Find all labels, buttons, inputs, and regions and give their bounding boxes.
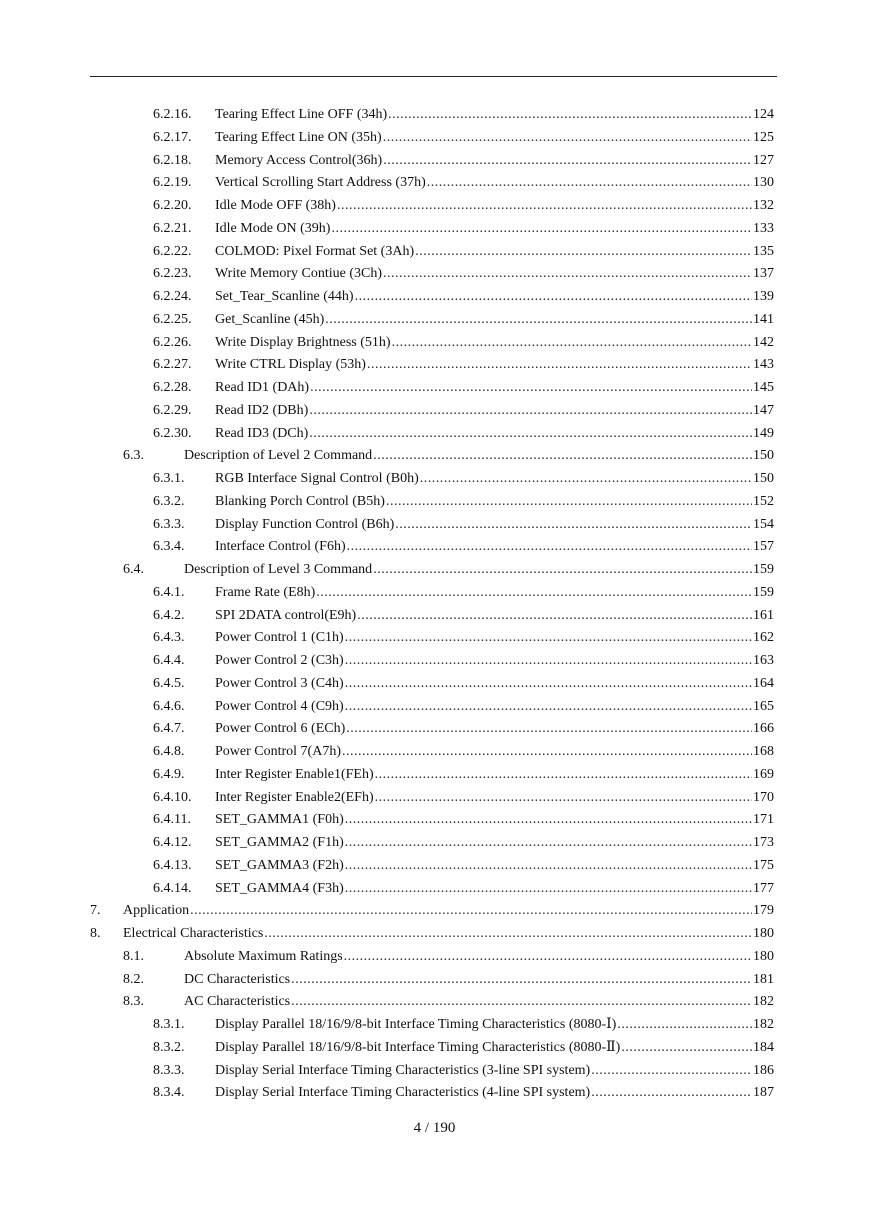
toc-entry-title: Idle Mode OFF (38h) xyxy=(215,198,336,213)
toc-entry-page: 127 xyxy=(753,152,774,168)
toc-dot-leader xyxy=(373,559,752,582)
toc-entry-title: Frame Rate (E8h) xyxy=(215,584,316,600)
toc-entry[interactable] xyxy=(90,809,774,832)
toc-entry-number: 8.3. xyxy=(123,994,144,1010)
toc-entry-title: Get_Scanline (45h) xyxy=(215,311,325,327)
toc-dot-leader xyxy=(392,332,752,355)
toc-entry-title: Power Control 4 (C9h) xyxy=(215,698,344,714)
toc-entry-title: Write Memory Contiue (3Ch) xyxy=(215,266,383,282)
toc-entry-page: 180 xyxy=(753,926,774,941)
toc-entry-page: 145 xyxy=(753,380,774,395)
toc-dot-leader xyxy=(309,423,752,446)
toc-entry-title: DC Characteristics xyxy=(184,971,291,987)
toc-entry[interactable] xyxy=(90,605,774,628)
toc-dot-leader xyxy=(345,627,752,650)
toc-entry-number: 6.2.24. xyxy=(153,289,192,304)
toc-entry-number: 8. xyxy=(90,926,101,941)
toc-entry[interactable] xyxy=(90,150,774,173)
toc-entry-title: Electrical Characteristics xyxy=(123,926,264,941)
toc-entry[interactable] xyxy=(90,855,774,878)
toc-entry-title: Blanking Porch Control (B5h) xyxy=(215,493,385,509)
toc-entry-title: Power Control 2 (C3h) xyxy=(215,653,344,668)
toc-dot-leader xyxy=(344,946,752,969)
toc-entry-page: 124 xyxy=(753,107,774,122)
toc-entry[interactable] xyxy=(90,332,774,355)
toc-entry-page: 147 xyxy=(753,402,774,418)
toc-entry[interactable] xyxy=(90,946,774,969)
toc-dot-leader xyxy=(375,764,752,787)
toc-entry[interactable] xyxy=(90,445,774,468)
toc-dot-leader xyxy=(591,1082,752,1105)
toc-entry-number: 6.4.11. xyxy=(153,812,191,828)
toc-entry-page: 150 xyxy=(753,448,774,464)
toc-entry-number: 6.2.29. xyxy=(153,402,192,418)
toc-entry-title: Display Function Control (B6h) xyxy=(215,516,395,532)
toc-entry-title: Set_Tear_Scanline (44h) xyxy=(215,289,354,304)
toc-entry[interactable] xyxy=(90,1060,774,1083)
toc-entry-number: 8.2. xyxy=(123,971,144,987)
toc-entry-number: 6.4.2. xyxy=(153,607,185,623)
toc-entry-page: 143 xyxy=(753,357,774,373)
toc-dot-leader xyxy=(367,354,752,377)
toc-dot-leader xyxy=(355,286,752,309)
toc-entry-page: 149 xyxy=(753,425,774,441)
toc-entry-number: 8.3.3. xyxy=(153,1062,185,1078)
toc-entry-number: 8.3.4. xyxy=(153,1085,185,1101)
toc-entry[interactable] xyxy=(90,559,774,582)
toc-entry-page: 171 xyxy=(753,812,774,828)
toc-entry-page: 162 xyxy=(753,630,774,646)
toc-entry-number: 6.2.20. xyxy=(153,198,192,213)
toc-dot-leader xyxy=(373,445,752,468)
toc-entry-page: 135 xyxy=(753,243,774,259)
toc-dot-leader xyxy=(331,218,752,241)
toc-dot-leader xyxy=(345,673,752,696)
toc-entry-number: 8.1. xyxy=(123,948,144,964)
toc-entry-page: 163 xyxy=(753,653,774,668)
toc-entry-number: 6.4.5. xyxy=(153,675,185,691)
toc-entry-page: 152 xyxy=(753,493,774,509)
toc-entry-page: 142 xyxy=(753,334,774,350)
toc-entry-title: Description of Level 3 Command xyxy=(184,562,373,577)
toc-entry[interactable] xyxy=(90,718,774,741)
toc-entry-title: Power Control 6 (ECh) xyxy=(215,721,346,737)
toc-entry-number: 6.4.6. xyxy=(153,698,185,714)
toc-entry-page: 159 xyxy=(753,562,774,577)
toc-dot-leader xyxy=(291,991,752,1014)
toc-entry-number: 6.3. xyxy=(123,448,144,464)
toc-entry-title: Write CTRL Display (53h) xyxy=(215,357,366,373)
toc-entry-number: 6.4.7. xyxy=(153,721,185,737)
toc-entry-number: 6.2.18. xyxy=(153,152,192,168)
toc-entry-page: 150 xyxy=(753,471,774,486)
toc-entry[interactable] xyxy=(90,377,774,400)
toc-entry-page: 177 xyxy=(753,880,774,896)
toc-entry-title: Display Parallel 18/16/9/8-bit Interface Timing Characteristics (8080-Ⅰ) xyxy=(215,1017,617,1032)
toc-entry-page: 161 xyxy=(753,607,774,623)
page-number: 4 / 190 xyxy=(413,1120,456,1136)
toc-entry-number: 6.4. xyxy=(123,562,144,577)
toc-entry-number: 6.4.4. xyxy=(153,653,185,668)
toc-entry-page: 168 xyxy=(753,744,774,759)
toc-entry-page: 159 xyxy=(753,584,774,600)
toc-entry-title: Read ID3 (DCh) xyxy=(215,425,309,441)
toc-entry-number: 8.3.1. xyxy=(153,1017,185,1032)
toc-entry-title: Absolute Maximum Ratings xyxy=(184,948,343,964)
toc-dot-leader xyxy=(347,536,752,559)
toc-entry[interactable] xyxy=(90,286,774,309)
toc-dot-leader xyxy=(375,787,752,810)
toc-entry-page: 186 xyxy=(753,1062,774,1078)
toc-entry-number: 6.2.23. xyxy=(153,266,192,282)
toc-entry-page: 170 xyxy=(753,789,774,805)
toc-entry-title: Idle Mode ON (39h) xyxy=(215,220,331,236)
toc-entry-page: 164 xyxy=(753,675,774,691)
toc-dot-leader xyxy=(395,514,752,537)
toc-entry[interactable] xyxy=(90,514,774,537)
toc-entry-title: Inter Register Enable2(EFh) xyxy=(215,789,374,805)
toc-dot-leader xyxy=(420,468,752,491)
toc-entry-title: SET_GAMMA1 (F0h) xyxy=(215,812,344,828)
toc-entry-title: Display Serial Interface Timing Characteristics (4-line SPI system) xyxy=(215,1085,591,1101)
toc-entry-title: Tearing Effect Line OFF (34h) xyxy=(215,107,388,122)
toc-entry-title: SET_GAMMA4 (F3h) xyxy=(215,880,344,896)
toc-dot-leader xyxy=(291,969,752,992)
toc-dot-leader xyxy=(383,150,752,173)
toc-entry-title: Power Control 7(A7h) xyxy=(215,744,341,759)
toc-dot-leader xyxy=(591,1060,752,1083)
toc-dot-leader xyxy=(621,1037,752,1060)
toc-entry-number: 6.4.3. xyxy=(153,630,185,646)
toc-dot-leader xyxy=(345,878,752,901)
toc-entry-page: 137 xyxy=(753,266,774,282)
toc-entry-title: SET_GAMMA2 (F1h) xyxy=(215,835,344,850)
toc-entry[interactable] xyxy=(90,536,774,559)
toc-entry[interactable] xyxy=(90,832,774,855)
toc-dot-leader xyxy=(427,172,752,195)
toc-entry[interactable] xyxy=(90,468,774,491)
toc-dot-leader xyxy=(345,696,752,719)
toc-entry[interactable] xyxy=(90,172,774,195)
toc-dot-leader xyxy=(345,650,752,673)
toc-entry-page: 180 xyxy=(753,948,774,964)
toc-entry-title: Power Control 1 (C1h) xyxy=(215,630,344,646)
toc-entry-page: 187 xyxy=(753,1085,774,1101)
toc-entry[interactable] xyxy=(90,650,774,673)
toc-entry-number: 6.3.1. xyxy=(153,471,185,486)
toc-entry-number: 6.2.17. xyxy=(153,129,192,145)
toc-entry[interactable] xyxy=(90,354,774,377)
toc-entry-number: 6.3.4. xyxy=(153,539,185,555)
toc-entry[interactable] xyxy=(90,1037,774,1060)
toc-dot-leader xyxy=(383,263,752,286)
toc-entry-page: 130 xyxy=(753,175,774,191)
toc-entry[interactable] xyxy=(90,787,774,810)
toc-entry-title: SPI 2DATA control(E9h) xyxy=(215,607,357,623)
header-rule xyxy=(90,76,777,77)
toc-entry-page: 133 xyxy=(753,220,774,236)
toc-dot-leader xyxy=(345,832,752,855)
toc-entry-page: 132 xyxy=(753,198,774,213)
toc-entry-number: 6.2.25. xyxy=(153,311,192,327)
toc-entry[interactable] xyxy=(90,491,774,514)
toc-entry-number: 6.2.26. xyxy=(153,334,192,350)
toc-entry[interactable] xyxy=(90,1082,774,1105)
toc-entry-page: 173 xyxy=(753,835,774,850)
toc-entry[interactable] xyxy=(90,627,774,650)
toc-entry[interactable] xyxy=(90,923,774,946)
toc-entry-number: 6.2.30. xyxy=(153,425,192,441)
toc-entry-title: Write Display Brightness (51h) xyxy=(215,334,391,350)
toc-entry-number: 6.4.8. xyxy=(153,744,185,759)
toc-entry[interactable] xyxy=(90,764,774,787)
toc-entry-number: 6.2.19. xyxy=(153,175,192,191)
toc-dot-leader xyxy=(388,104,752,127)
toc-entry-page: 181 xyxy=(753,971,774,987)
toc-entry-title: Read ID2 (DBh) xyxy=(215,402,309,418)
toc-entry-number: 7. xyxy=(90,903,101,919)
toc-entry[interactable] xyxy=(90,741,774,764)
toc-entry-page: 175 xyxy=(753,857,774,873)
toc-entry-number: 6.2.27. xyxy=(153,357,192,373)
toc-entry-title: Interface Control (F6h) xyxy=(215,539,346,555)
toc-entry-page: 125 xyxy=(753,129,774,145)
toc-entry-number: 6.3.2. xyxy=(153,493,185,509)
toc-entry-page: 141 xyxy=(753,311,774,327)
toc-entry-number: 6.4.14. xyxy=(153,880,192,896)
toc-entry[interactable] xyxy=(90,400,774,423)
toc-entry-title: RGB Interface Signal Control (B0h) xyxy=(215,471,419,486)
toc-entry-page: 179 xyxy=(753,903,774,919)
toc-entry-page: 182 xyxy=(753,1017,774,1032)
toc-entry-page: 154 xyxy=(753,516,774,532)
toc-dot-leader xyxy=(386,491,752,514)
toc-entry[interactable] xyxy=(90,195,774,218)
toc-entry-title: Inter Register Enable1(FEh) xyxy=(215,766,374,782)
toc-entry-title: COLMOD: Pixel Format Set (3Ah) xyxy=(215,243,415,259)
toc-entry-number: 6.2.21. xyxy=(153,220,192,236)
toc-entry-title: Application xyxy=(123,903,190,919)
toc-entry-title: Description of Level 2 Command xyxy=(184,448,373,464)
toc-dot-leader xyxy=(342,741,752,764)
toc-entry-title: Vertical Scrolling Start Address (37h) xyxy=(215,175,426,191)
toc-dot-leader xyxy=(310,377,752,400)
toc-entry-title: Display Parallel 18/16/9/8-bit Interface Timing Characteristics (8080-Ⅱ) xyxy=(215,1039,621,1055)
toc-entry-number: 6.4.13. xyxy=(153,857,192,873)
toc-entry-number: 6.4.12. xyxy=(153,835,192,850)
toc-entry[interactable] xyxy=(90,218,774,241)
toc-entry[interactable] xyxy=(90,104,774,127)
table-of-contents xyxy=(90,104,774,1105)
toc-dot-leader xyxy=(316,582,752,605)
toc-entry[interactable] xyxy=(90,263,774,286)
toc-dot-leader xyxy=(337,195,752,218)
toc-dot-leader xyxy=(345,809,752,832)
toc-entry-number: 6.2.28. xyxy=(153,380,192,395)
toc-entry[interactable] xyxy=(90,241,774,264)
toc-entry-page: 166 xyxy=(753,721,774,737)
toc-entry-title: Read ID1 (DAh) xyxy=(215,380,310,395)
toc-dot-leader xyxy=(325,309,752,332)
toc-dot-leader xyxy=(190,900,752,923)
toc-entry-number: 6.4.9. xyxy=(153,766,185,782)
toc-entry-title: Tearing Effect Line ON (35h) xyxy=(215,129,382,145)
toc-entry-title: SET_GAMMA3 (F2h) xyxy=(215,857,344,873)
toc-dot-leader xyxy=(383,127,752,150)
toc-entry-page: 157 xyxy=(753,539,774,555)
toc-entry-title: Display Serial Interface Timing Characteristics (3-line SPI system) xyxy=(215,1062,591,1078)
toc-entry[interactable] xyxy=(90,127,774,150)
toc-dot-leader xyxy=(617,1014,752,1037)
toc-entry[interactable] xyxy=(90,582,774,605)
toc-entry[interactable] xyxy=(90,309,774,332)
toc-entry[interactable] xyxy=(90,696,774,719)
toc-entry[interactable] xyxy=(90,423,774,446)
toc-entry[interactable] xyxy=(90,878,774,901)
toc-entry[interactable] xyxy=(90,969,774,992)
toc-entry-title: Memory Access Control(36h) xyxy=(215,152,383,168)
toc-entry-number: 6.2.22. xyxy=(153,243,192,259)
toc-entry[interactable] xyxy=(90,673,774,696)
toc-dot-leader xyxy=(345,855,752,878)
toc-dot-leader xyxy=(346,718,752,741)
toc-entry-number: 6.2.16. xyxy=(153,107,192,122)
toc-entry-page: 182 xyxy=(753,994,774,1010)
toc-entry-title: AC Characteristics xyxy=(184,994,291,1010)
toc-entry-number: 6.4.1. xyxy=(153,584,185,600)
toc-entry-page: 184 xyxy=(753,1039,774,1055)
toc-entry-title: Power Control 3 (C4h) xyxy=(215,675,344,691)
toc-entry-number: 6.3.3. xyxy=(153,516,185,532)
toc-entry-page: 139 xyxy=(753,289,774,304)
toc-dot-leader xyxy=(415,241,752,264)
toc-entry[interactable] xyxy=(90,1014,774,1037)
toc-entry[interactable] xyxy=(90,991,774,1014)
toc-entry[interactable] xyxy=(90,900,774,923)
toc-entry-number: 8.3.2. xyxy=(153,1039,185,1055)
toc-entry-number: 6.4.10. xyxy=(153,789,192,805)
toc-dot-leader xyxy=(264,923,752,946)
toc-entry-page: 169 xyxy=(753,766,774,782)
toc-dot-leader xyxy=(357,605,752,628)
toc-entry-page: 165 xyxy=(753,698,774,714)
toc-dot-leader xyxy=(309,400,752,423)
